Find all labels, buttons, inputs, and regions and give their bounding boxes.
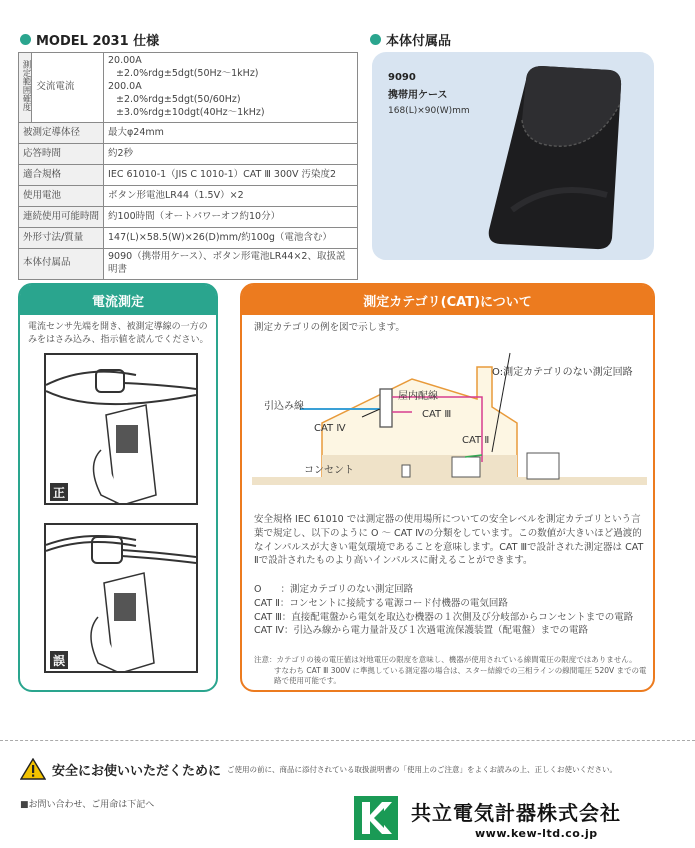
cat-intro: 測定カテゴリの例を図で示します。: [254, 322, 405, 333]
table-row: [19, 144, 358, 165]
wrong-mark: 誤: [50, 651, 68, 669]
table-row: [19, 207, 358, 228]
table-row: [19, 165, 358, 186]
cat-def: CAT Ⅱ：コンセントに接続する電源コード付機器の電気回路: [254, 597, 508, 609]
ac-label-cell: [32, 53, 104, 123]
row-value: 約2秒: [104, 144, 358, 165]
row-value: 約100時間（オートパワーオフ約10分）: [104, 207, 358, 228]
cat-def: CAT Ⅳ：引込み線から電力量計及び１次過電流保護装置（配電盤）までの電路: [254, 625, 588, 637]
row-label: 使用電池: [19, 186, 104, 207]
range-line: 200.0A: [108, 81, 142, 93]
table-row: [19, 123, 358, 144]
cat-note-line: すなわち CAT Ⅲ 300V に準拠している測定器の場合は、スター結線での三相ラインの線間電圧 520V までの電路で使用可能です。: [274, 665, 647, 685]
cat-def: CAT Ⅲ：直接配電盤から電気を取込む機器の１次側及び分岐部からコンセントまでの電路: [254, 611, 634, 623]
cat3-label: CAT Ⅲ: [422, 409, 452, 420]
range-label: 測定範囲確度: [21, 60, 32, 112]
cat4-label: CAT Ⅳ: [314, 423, 346, 434]
spec-title: MODEL 2031 仕様: [36, 34, 160, 49]
range-line: ±3.0%rdg±10dgt(40Hz～1kHz): [116, 106, 265, 118]
outlet-label: コンセント: [304, 465, 354, 476]
company-logo: [354, 796, 398, 840]
contact-note: ■お問い合わせ、ご用命は下記へ: [20, 800, 155, 810]
accessory-name: 携帯用ケース: [388, 90, 448, 101]
ac-label: 交流電流: [36, 81, 75, 93]
cat-paragraph: 安全規格 IEC 61010 では測定器の使用場所についての安全レベルを測定カテゴリという言葉で規定し、以下のように O ～ CAT Ⅳの分類をしています。この数値が大きいほど過渡的なインパルスが大きい電気環境であることを意味します。CAT Ⅲで設計された測定器は CAT Ⅱで設計されたものより高いインパルスに耐えることができます。: [254, 514, 644, 567]
row-label: 外形寸法/質量: [19, 228, 104, 249]
outdoor-box: [527, 453, 559, 479]
row-value: 147(L)×58.5(W)×26(D)mm/約100g（電池含む）: [104, 228, 358, 249]
accessory-box: [372, 52, 654, 260]
bullet-icon: [370, 34, 381, 45]
kew-logo-icon: [354, 796, 398, 840]
measure-title: 電流測定: [20, 285, 216, 315]
carrying-case-image: [482, 60, 642, 255]
meter-box: [380, 389, 392, 427]
measure-panel: [18, 283, 218, 692]
accessory-model: 9090: [388, 72, 416, 83]
row-label: 本体付属品: [19, 249, 104, 280]
row-label: 被測定導体径: [19, 123, 104, 144]
row-value: ボタン形電池LR44（1.5V）×2: [104, 186, 358, 207]
bullet-icon: [20, 34, 31, 45]
indoor-label: 屋内配線: [398, 391, 438, 402]
range-line: ±2.0%rdg±5dgt(50Hz～1kHz): [116, 68, 259, 80]
divider: [0, 740, 695, 741]
cat-note-line: 注意：カテゴリの後の電圧値は対地電圧の限度を意味し、機器が使用されている線間電圧の限度ではありません。: [254, 655, 637, 664]
table-row: [19, 186, 358, 207]
warning-icon: [20, 758, 46, 780]
o-label: O:測定カテゴリのない測定回路: [492, 367, 633, 378]
row-value: 最大φ24mm: [104, 123, 358, 144]
safety-title: 安全にお使いいただくために: [52, 763, 222, 779]
table-row: [19, 228, 358, 249]
company-url[interactable]: www.kew-ltd.co.jp: [475, 827, 598, 840]
cat-definitions: [254, 583, 649, 638]
table-row: [19, 249, 358, 280]
clamp-wrong-image: [46, 525, 198, 673]
row-label: 適合規格: [19, 165, 104, 186]
correct-illustration: [44, 353, 198, 505]
row-value: 9090（携帯用ケース）、ボタン形電池LR44×2、取扱説明書: [104, 249, 358, 280]
cat-panel: [240, 283, 655, 692]
range-label-cell: [19, 53, 32, 123]
correct-mark: 正: [50, 483, 68, 501]
cat-note: [254, 655, 649, 687]
accessory-heading: [370, 30, 451, 49]
cat2-label: CAT Ⅱ: [462, 435, 490, 446]
cat-def: O ：測定カテゴリのない測定回路: [254, 584, 414, 595]
accessory-title: 本体付属品: [386, 34, 452, 49]
row-label: 連続使用可能時間: [19, 207, 104, 228]
service-label: 引込み線: [264, 401, 304, 412]
safety-text: ご使用の前に、商品に添付されている取扱説明書の「使用上のご注意」をよくお読みの上、正しくお使いください。: [227, 764, 618, 774]
spec-heading: [20, 30, 159, 49]
wrong-illustration: [44, 523, 198, 673]
accessory-dims: 168(L)×90(W)mm: [388, 106, 470, 116]
outlet-icon: [402, 465, 410, 477]
table-row: [19, 53, 358, 123]
measure-desc: 電流センサ先端を開き、被測定導線の一方のみをはさみ込み、指示値を読んでください。: [28, 322, 209, 346]
range-line: 20.00A: [108, 55, 142, 67]
safety-notice: [20, 758, 617, 780]
clamp-correct-image: [46, 355, 198, 505]
appliance-box: [452, 457, 480, 477]
row-label: 応答時間: [19, 144, 104, 165]
row-value: IEC 61010-1（JIS C 1010-1）CAT Ⅲ 300V 汚染度2: [104, 165, 358, 186]
spec-table: [18, 52, 358, 280]
cat-title: 測定カテゴリ(CAT)について: [242, 285, 653, 315]
company-name: 共立電気計器株式会社: [411, 801, 621, 825]
range-values: [104, 53, 358, 123]
range-line: ±2.0%rdg±5dgt(50/60Hz): [116, 93, 241, 105]
